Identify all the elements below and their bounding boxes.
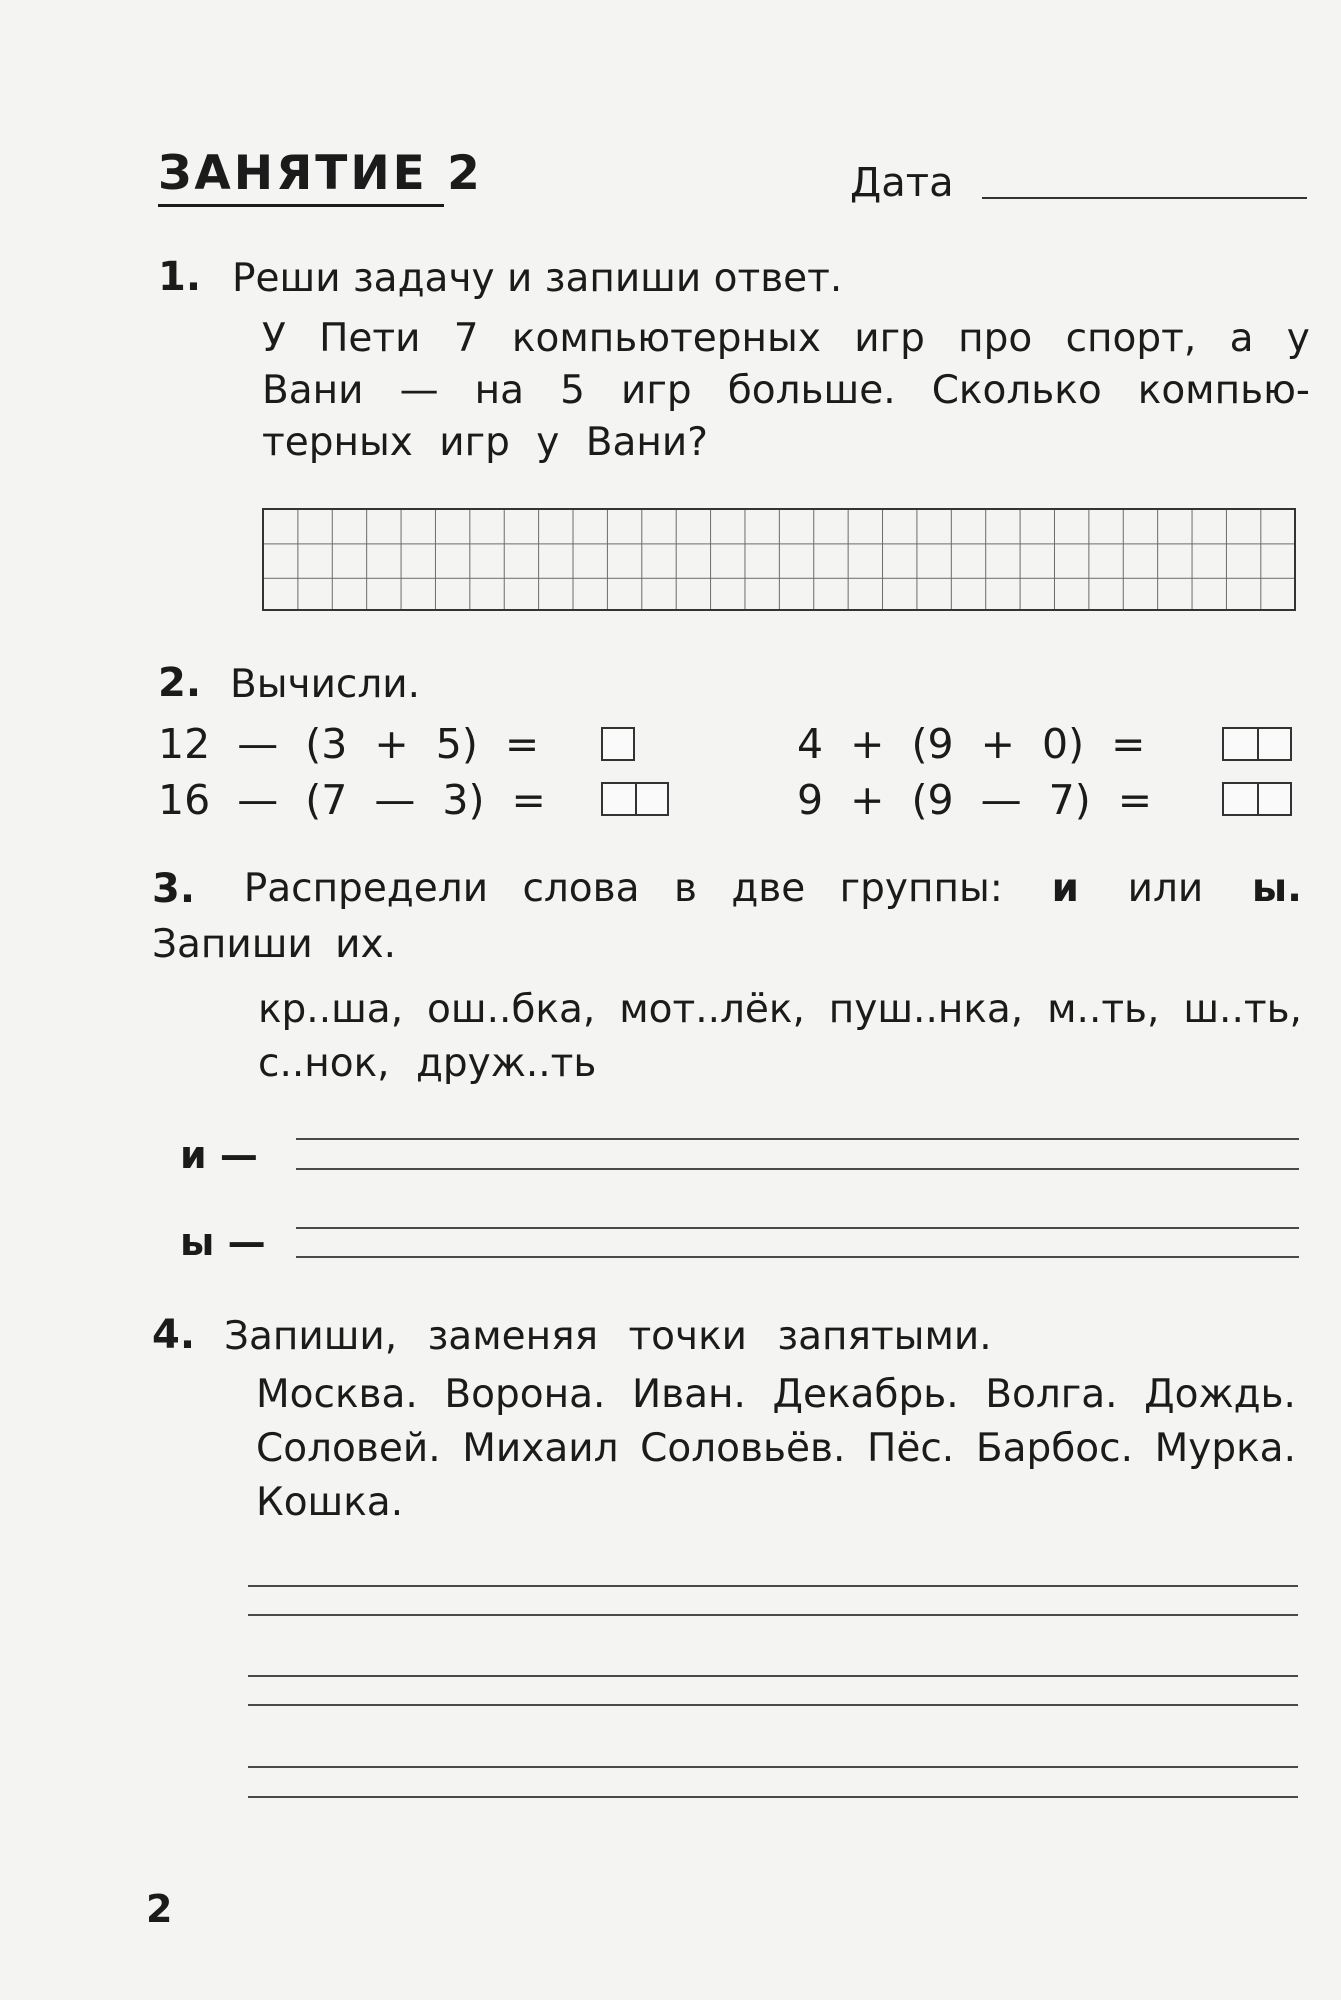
problem-word: на bbox=[474, 368, 525, 413]
task-1-problem bbox=[262, 316, 1310, 472]
task-2-number: 2. bbox=[158, 660, 202, 706]
problem-word: компью- bbox=[1137, 368, 1310, 413]
word: Соловей. bbox=[256, 1426, 441, 1471]
word: ош..бка, bbox=[427, 987, 596, 1032]
problem-word: У bbox=[262, 316, 286, 361]
task-3-number: 3. bbox=[152, 866, 196, 912]
task-1-instruction bbox=[232, 256, 902, 301]
task-3-words-line-1 bbox=[258, 987, 1302, 1041]
word: м..ть, bbox=[1047, 987, 1160, 1032]
word: мот..лёк, bbox=[619, 987, 805, 1032]
answer-box-3[interactable] bbox=[1222, 727, 1292, 761]
word: ш..ть, bbox=[1183, 987, 1302, 1032]
problem-word: а bbox=[1229, 316, 1254, 361]
word: Москва. bbox=[256, 1372, 418, 1417]
problem-word: спорт, bbox=[1065, 316, 1197, 361]
task-4-line-3: Кошка. bbox=[256, 1480, 404, 1525]
date-label: Дата bbox=[850, 160, 954, 206]
problem-word: Сколько bbox=[931, 368, 1102, 413]
writing-line[interactable] bbox=[248, 1585, 1298, 1587]
or-word: или bbox=[1127, 866, 1204, 911]
task-1-instruction-text bbox=[232, 256, 902, 301]
task-3-line-1 bbox=[152, 866, 1302, 920]
lesson-title: ЗАНЯТИЕ 2 bbox=[158, 146, 483, 201]
letter-i: и bbox=[1051, 866, 1079, 911]
word: Ворона. bbox=[444, 1372, 606, 1417]
problem-word: игр bbox=[854, 316, 925, 361]
task-3-words-line-2: с..нок, друж..ть bbox=[258, 1041, 597, 1086]
problem-word: 7 bbox=[453, 316, 479, 361]
problem-word: компьютерных bbox=[511, 316, 821, 361]
problem-word: — bbox=[399, 368, 439, 413]
word: кр..ша, bbox=[258, 987, 404, 1032]
task-1-problem-line-3: терных игр у Вани? bbox=[262, 420, 708, 465]
writing-line[interactable] bbox=[296, 1256, 1299, 1258]
expression-4: 9 + (9 — 7) = bbox=[797, 776, 1153, 824]
word: пуш..нка, bbox=[828, 987, 1024, 1032]
task-1-problem-line-2 bbox=[262, 368, 1310, 420]
task-4-line-1 bbox=[256, 1372, 1296, 1426]
answer-box-2[interactable] bbox=[601, 782, 669, 816]
word: Дождь. bbox=[1144, 1372, 1296, 1417]
task-4-line-2 bbox=[256, 1426, 1296, 1480]
expression-1: 12 — (3 + 5) = bbox=[158, 720, 540, 768]
word: Мурка. bbox=[1154, 1426, 1296, 1471]
task-4-number: 4. bbox=[152, 1312, 196, 1358]
word: Пёс. bbox=[867, 1426, 955, 1471]
answer-box-1[interactable] bbox=[601, 727, 635, 761]
problem-word: Вани bbox=[262, 368, 364, 413]
answer-grid[interactable] bbox=[262, 508, 1296, 611]
word: Иван. bbox=[631, 1372, 746, 1417]
word: Волга. bbox=[985, 1372, 1118, 1417]
expression-3: 4 + (9 + 0) = bbox=[797, 720, 1146, 768]
problem-word: у bbox=[1286, 316, 1310, 361]
writing-line[interactable] bbox=[248, 1766, 1298, 1768]
task-1-problem-line-1 bbox=[262, 316, 1310, 368]
word: Соловьёв. bbox=[640, 1426, 846, 1471]
task-3-header bbox=[152, 866, 1302, 920]
task-4-instruction: Запиши, заменяя точки запятыми. bbox=[224, 1314, 992, 1359]
word: Декабрь. bbox=[772, 1372, 959, 1417]
problem-word: про bbox=[958, 316, 1033, 361]
task-3-instruction: Распредели слова в две группы: bbox=[243, 866, 1003, 911]
problem-word: Пети bbox=[319, 316, 421, 361]
letter-y: ы. bbox=[1251, 866, 1302, 911]
problem-word: больше. bbox=[727, 368, 896, 413]
word: Михаил bbox=[462, 1426, 619, 1471]
writing-line[interactable] bbox=[296, 1227, 1299, 1229]
date-input-line[interactable] bbox=[982, 197, 1307, 199]
problem-word: игр bbox=[621, 368, 692, 413]
word: Барбос. bbox=[975, 1426, 1133, 1471]
problem-word: 5 bbox=[560, 368, 585, 413]
writing-line[interactable] bbox=[296, 1168, 1299, 1170]
page-number: 2 bbox=[146, 1887, 173, 1931]
task-3-instruction-line-2: Запиши их. bbox=[152, 922, 396, 967]
title-underline bbox=[158, 204, 444, 207]
group-i-label: и — bbox=[180, 1133, 258, 1177]
expression-2: 16 — (7 — 3) = bbox=[158, 776, 546, 824]
task-3-words bbox=[258, 987, 1302, 1086]
task-2-instruction: Вычисли. bbox=[230, 662, 421, 707]
writing-line[interactable] bbox=[248, 1704, 1298, 1706]
group-y-label: ы — bbox=[180, 1220, 266, 1264]
task-4-text bbox=[256, 1372, 1296, 1525]
writing-line[interactable] bbox=[296, 1138, 1299, 1140]
writing-line[interactable] bbox=[248, 1614, 1298, 1616]
task-1-instruction-span: Реши задачу и запиши ответ. bbox=[232, 256, 843, 301]
task-1-number: 1. bbox=[158, 254, 202, 300]
writing-line[interactable] bbox=[248, 1675, 1298, 1677]
writing-line[interactable] bbox=[248, 1796, 1298, 1798]
answer-box-4[interactable] bbox=[1222, 782, 1292, 816]
